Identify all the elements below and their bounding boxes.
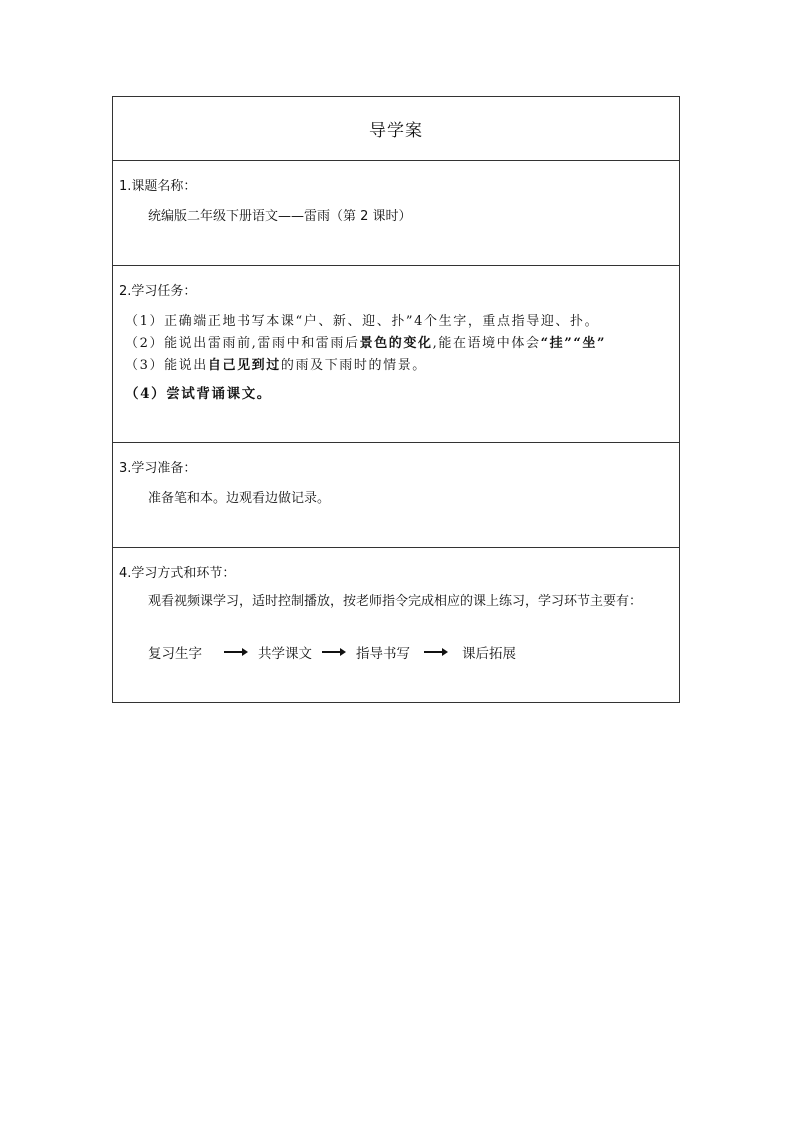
task-emphasis: 景色的变化 xyxy=(359,336,433,351)
section-label: 1.课题名称： xyxy=(119,179,197,194)
title-row xyxy=(113,97,679,160)
section-label: 2.学习任务： xyxy=(119,284,197,299)
flow-step: 指导书写 xyxy=(356,646,410,662)
flow-step: 复习生字 xyxy=(148,646,202,662)
task-item-1: （1）正确端正地书写本课“户、新、迎、扑”4个生字，重点指导迎、扑。 xyxy=(125,314,600,329)
lesson-plan-table xyxy=(112,96,680,703)
learning-flow xyxy=(148,642,516,662)
section-label: 4.学习方式和环节： xyxy=(119,566,236,581)
flow-step: 课后拓展 xyxy=(462,646,516,662)
task-emphasis: “挂”“坐” xyxy=(540,336,607,351)
course-name-text: 统编版二年级下册语文——雷雨（第 2 课时） xyxy=(148,209,412,224)
flow-step: 共学课文 xyxy=(258,646,312,662)
arrow-right-icon xyxy=(424,647,448,657)
task-item-2: （2）能说出雷雨前,雷雨中和雷雨后景色的变化,能在语境中体会“挂”“坐” xyxy=(125,336,607,351)
section-course-name xyxy=(113,160,679,265)
arrow-right-icon xyxy=(322,647,346,657)
task-emphasis: 自己见到过 xyxy=(207,358,281,373)
page-title: 导学案 xyxy=(369,121,423,141)
section-learning-method xyxy=(113,547,679,702)
task-item-3: （3）能说出自己见到过的雨及下雨时的情景。 xyxy=(125,358,427,373)
method-paragraph: 观看视频课学习，适时控制播放，按老师指令完成相应的课上练习，学习环节主要有： xyxy=(148,594,643,609)
task-item-4: （4）尝试背诵课文。 xyxy=(125,386,272,402)
arrow-right-icon xyxy=(224,647,248,657)
preparation-text: 准备笔和本。边观看边做记录。 xyxy=(148,491,331,506)
section-label: 3.学习准备： xyxy=(119,461,197,476)
section-learning-tasks xyxy=(113,265,679,442)
section-preparation xyxy=(113,442,679,547)
